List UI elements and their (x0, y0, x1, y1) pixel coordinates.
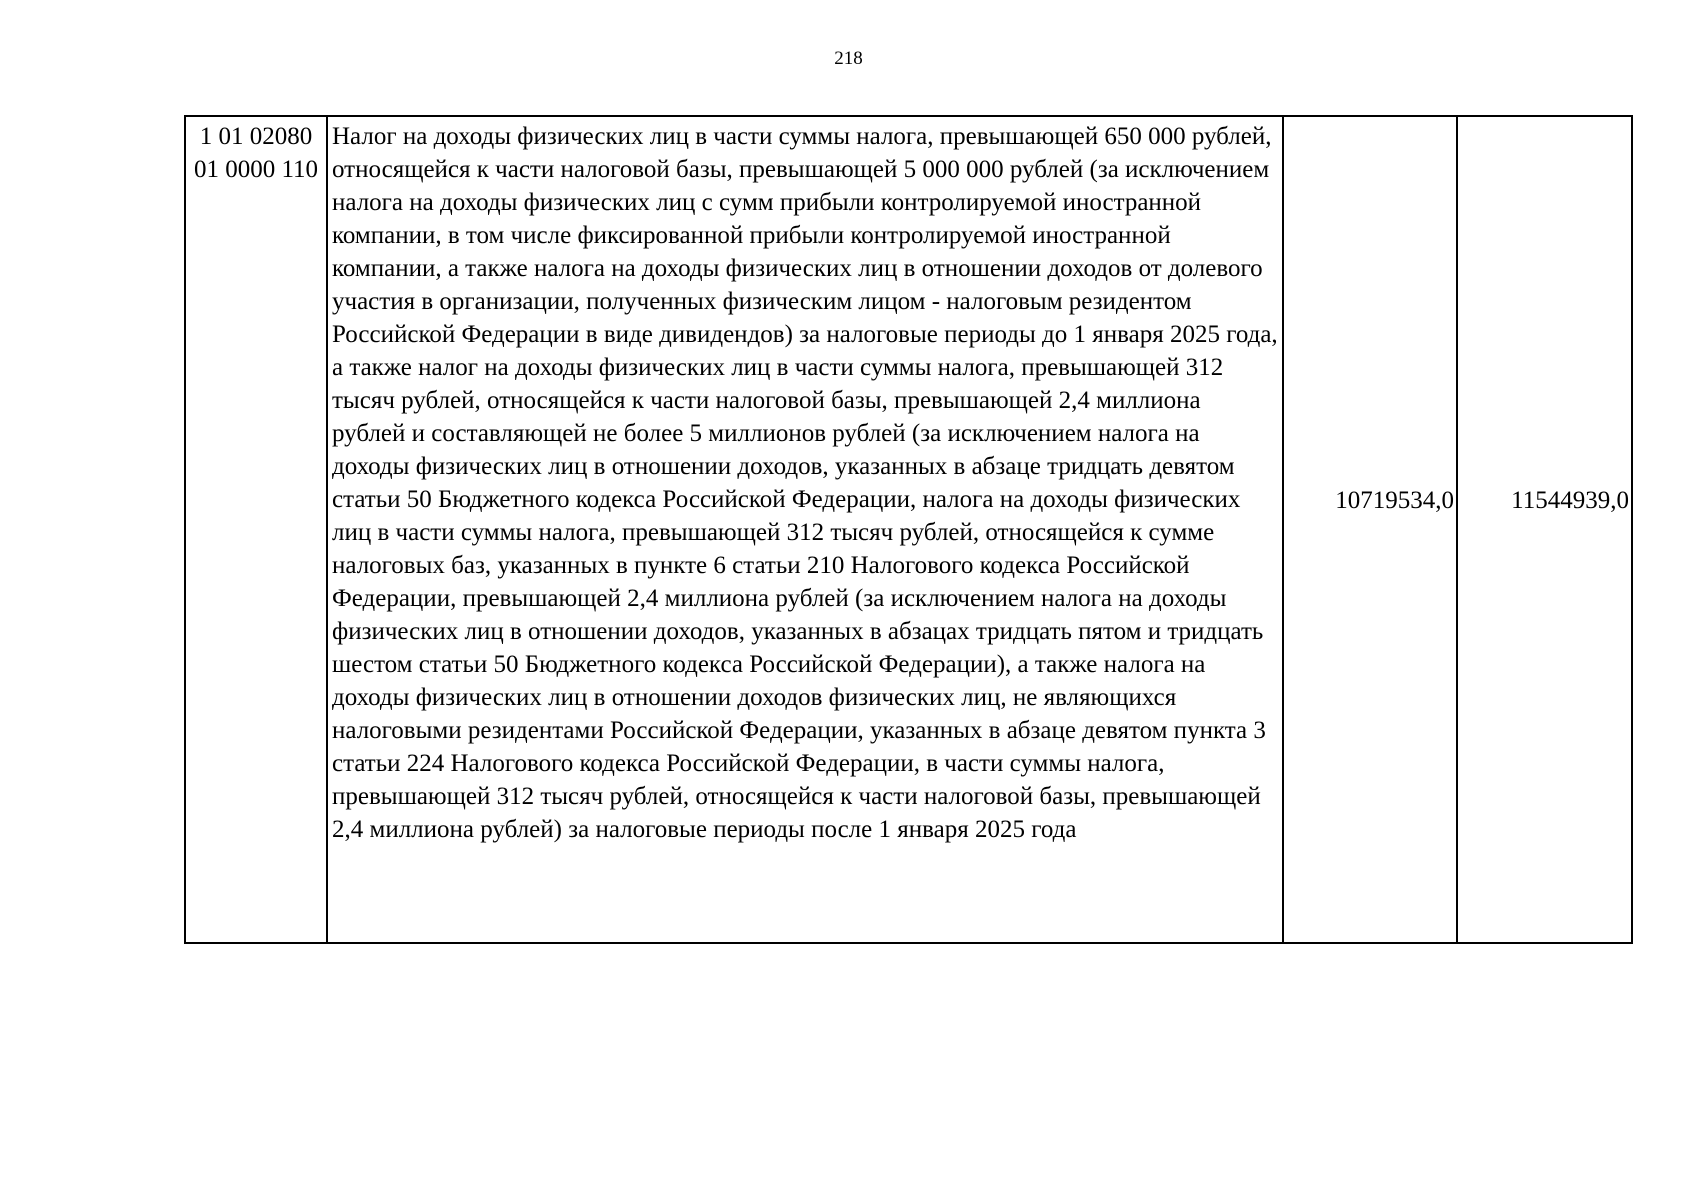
budget-code-line-1: 1 01 02080 (199, 123, 313, 150)
income-name-cell: Налог на доходы физических лиц в части суммы налога, превышающей 650 000 рублей, относящейся к части налоговой базы, превышающей 5 000 000 рублей (за исключением налога на доходы физических лиц с сумм прибыли контролируемой иностранной компании, в том числе фиксированной прибыли контролируемой иностранной компании, а также налога на доходы физических лиц в отношении доходов от долевого участия в организации, полученных физическим лицом - налоговым резидентом Российской Федерации в виде дивидендов) за налоговые периоды до 1 января 2025 года, а также налог на доходы физических лиц в части суммы налога, превышающей 312 тысяч рублей, относящейся к части налоговой базы, превышающей 2,4 миллиона рублей и составляющей не более 5 миллионов рублей (за исключением налога на доходы физических лиц в отношении доходов, указанных в абзаце тридцать девятом статьи 50 Бюджетного кодекса Российской Федерации, налога на доходы физических лиц в части суммы налога, превышающей 312 тысяч рублей, относящейся к сумме налоговых баз, указанных в пункте 6 статьи 210 Налогового кодекса Российской Федерации, превышающей 2,4 миллиона рублей (за исключением налога на доходы физических лиц в отношении доходов, указанных в абзацах тридцать пятом и тридцать шестом статьи 50 Бюджетного кодекса Российской Федерации), а также налога на доходы физических лиц в отношении доходов физических лиц, не являющихся налоговыми резидентами Российской Федерации, указанных в абзаце девятом пункта 3 статьи 224 Налогового кодекса Российской Федерации, в части суммы налога, превышающей 312 тысяч рублей, относящейся к части налоговой базы, превышающей 2,4 миллиона рублей) за налоговые периоды после 1 января 2025 года (327, 116, 1283, 943)
amount-year-1-cell: 10719534,0 (1283, 116, 1457, 943)
page-number: 218 (834, 48, 863, 69)
amount-year-2-cell: 11544939,0 (1457, 116, 1632, 943)
budget-table (184, 115, 1633, 944)
budget-code-line-2: 01 0000 110 (193, 156, 319, 183)
table-row (185, 116, 1632, 943)
budget-code-cell (185, 116, 327, 943)
